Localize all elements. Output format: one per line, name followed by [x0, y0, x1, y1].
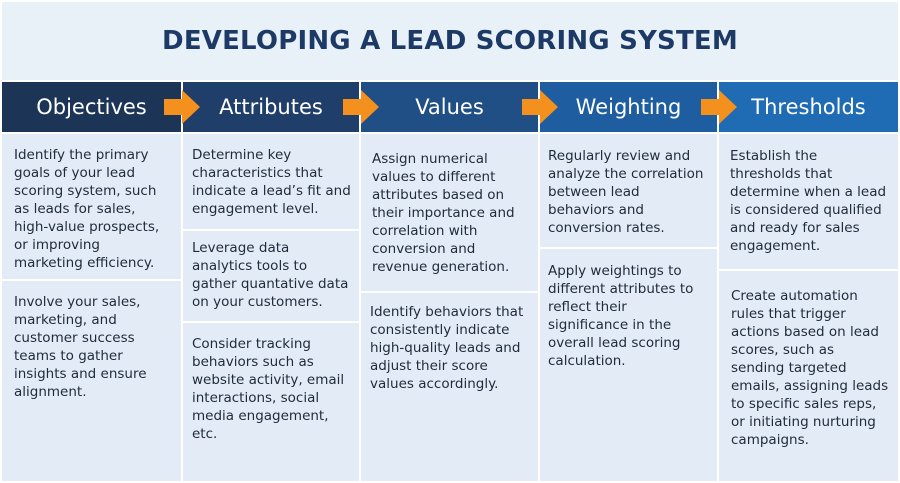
stage-header-row — [2, 82, 898, 132]
column-objectives — [2, 134, 181, 481]
card — [540, 249, 717, 481]
header-label: Attributes — [219, 95, 323, 119]
card-text: Consider tracking behaviors such as website activity, email interactions, social media engagement, etc. — [192, 336, 345, 442]
header-attributes — [183, 82, 359, 132]
title-banner — [2, 2, 898, 80]
card — [719, 271, 898, 481]
card — [719, 134, 898, 269]
card-text: Apply weightings to different attributes to reflect their significance in the overall lead scoring calculation. — [548, 263, 694, 369]
header-label: Objectives — [36, 95, 147, 119]
header-values — [361, 82, 538, 132]
arrow-right-icon — [522, 90, 558, 124]
card-text: Create automation rules that trigger actions based on lead scores, such as sending targeted emails, assigning leads to specific sales reps, or initiating nurturing campaigns. — [731, 288, 889, 448]
card-text: Identify behaviors that consistently indicate high-quality leads and adjust their score values accordingly. — [370, 304, 524, 392]
card — [2, 281, 181, 481]
card-text: Regularly review and analyze the correlation between lead behaviors and conversion rates. — [548, 148, 704, 236]
card-text: Determine key characteristics that indicate a lead’s fit and engagement level. — [192, 147, 351, 217]
card — [361, 293, 538, 481]
header-weighting — [540, 82, 717, 132]
column-thresholds — [719, 134, 898, 481]
column-values — [361, 134, 538, 481]
card-text: Identify the primary goals of your lead scoring system, such as leads for sales, high-value prospects, or improving marketing efficiency. — [14, 147, 160, 271]
card — [361, 134, 538, 291]
arrow-right-icon — [701, 90, 737, 124]
card-text: Leverage data analytics tools to gather quantative data on your customers. — [192, 240, 349, 310]
card-text: Establish the thresholds that determine when a lead is considered qualified and ready for sales engagement. — [730, 148, 887, 254]
card — [183, 323, 359, 481]
card-text: Involve your sales, marketing, and customer success teams to gather insights and ensure alignment. — [14, 294, 147, 400]
card — [2, 134, 181, 279]
card-text: Assign numerical values to different attributes based on their importance and correlation with conversion and revenue generation. — [372, 151, 515, 275]
header-label: Values — [415, 95, 484, 119]
column-attributes — [183, 134, 359, 481]
header-thresholds — [719, 82, 898, 132]
page-title: DEVELOPING A LEAD SCORING SYSTEM — [162, 26, 738, 56]
card — [183, 231, 359, 321]
arrow-right-icon — [164, 90, 200, 124]
card — [183, 134, 359, 229]
header-label: Thresholds — [751, 95, 866, 119]
column-weighting — [540, 134, 717, 481]
header-objectives — [2, 82, 181, 132]
arrow-right-icon — [343, 90, 379, 124]
header-label: Weighting — [575, 95, 682, 119]
card — [540, 134, 717, 247]
